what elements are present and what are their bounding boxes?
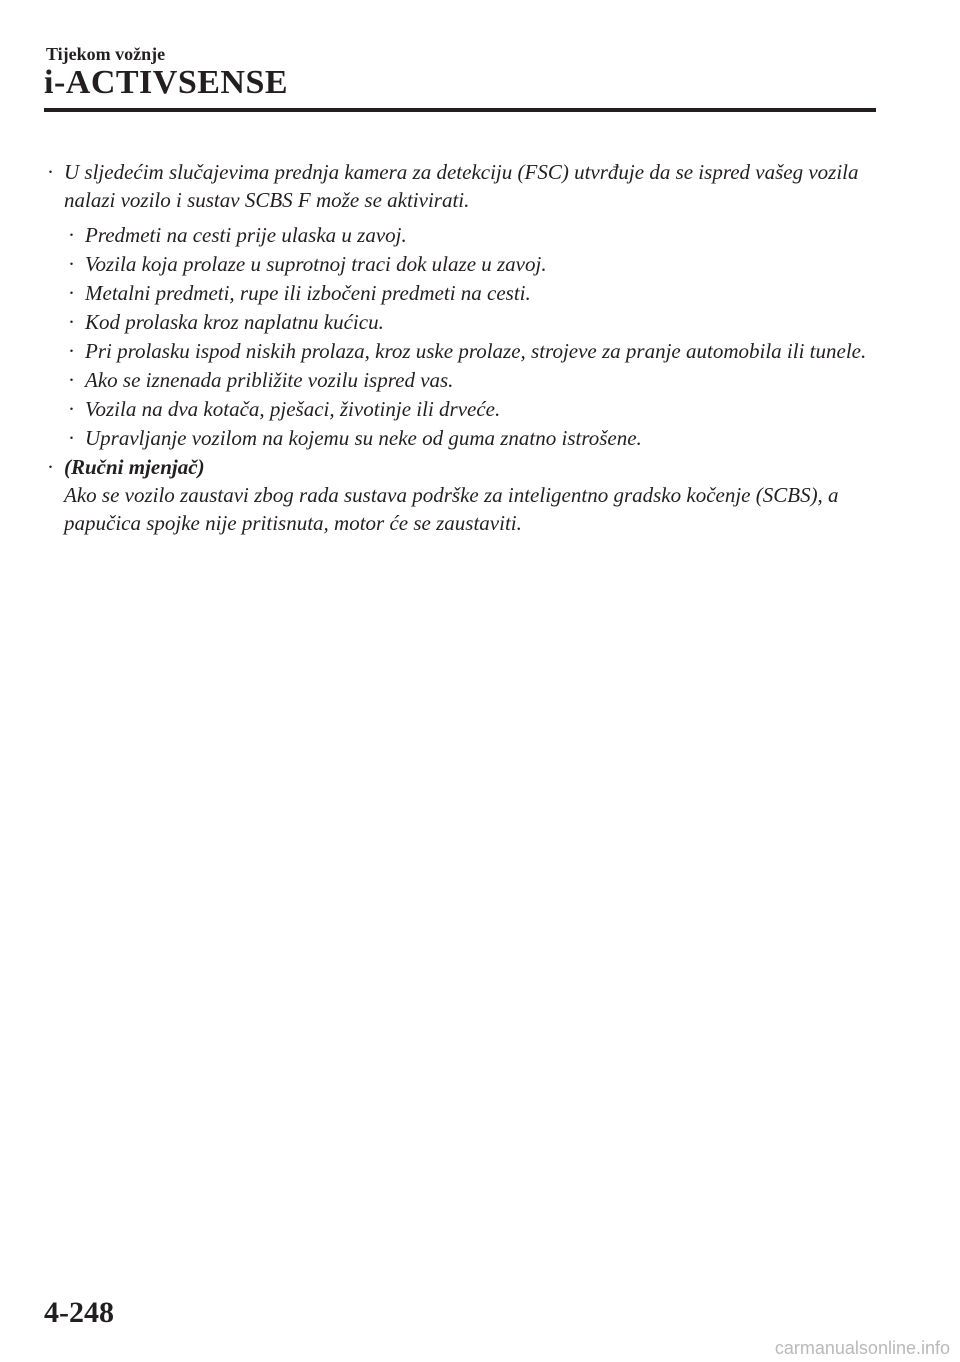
manual-text: Ako se vozilo zaustavi zbog rada sustava podrške za inteligentno gradsko kočenje (SCBS), a papučica spojke nije pritisnuta, motor će se zaustaviti. xyxy=(64,483,839,535)
bullet-icon: · xyxy=(47,160,54,184)
bullet-icon: · xyxy=(68,426,75,450)
sub-item-text: Kod prolaska kroz naplatnu kućicu. xyxy=(85,310,384,334)
sub-item-text: Metalni predmeti, rupe ili izbočeni predmeti na cesti. xyxy=(85,281,531,305)
manual-heading: (Ručni mjenjač) xyxy=(64,455,205,479)
sub-item-text: Pri prolasku ispod niskih prolaza, kroz uske prolaze, strojeve za pranje automobila ili tunele. xyxy=(85,339,867,363)
page-number: 4-248 xyxy=(44,1296,114,1329)
bullet-icon: · xyxy=(68,281,75,305)
list-item-intro xyxy=(44,158,884,214)
sub-item-text: Vozila na dva kotača, pješaci, životinje ili drveće. xyxy=(85,397,501,421)
bullet-icon: · xyxy=(68,368,75,392)
header-divider xyxy=(44,108,876,112)
bullet-icon: · xyxy=(68,310,75,334)
bullet-icon: · xyxy=(68,397,75,421)
section-label: Tijekom vožnje xyxy=(46,44,166,64)
sub-list-item xyxy=(65,250,884,278)
page-title: i-ACTIVSENSE xyxy=(44,64,289,101)
list-item-manual xyxy=(44,453,884,537)
sub-list-item xyxy=(65,395,884,423)
sub-list-item xyxy=(65,279,884,307)
bullet-icon: · xyxy=(68,339,75,363)
sub-list-item xyxy=(65,337,884,365)
bullet-icon: · xyxy=(47,455,54,479)
sub-item-text: Ako se iznenada približite vozilu ispred vas. xyxy=(85,368,454,392)
sub-list-item xyxy=(65,424,884,452)
sub-item-text: Upravljanje vozilom na kojemu su neke od guma znatno istrošene. xyxy=(85,426,642,450)
bullet-icon: · xyxy=(68,252,75,276)
watermark: carmanualsonline.info xyxy=(774,1338,950,1358)
content-body xyxy=(44,158,884,537)
sub-item-text: Vozila koja prolaze u suprotnoj traci dok ulaze u zavoj. xyxy=(85,252,547,276)
bullet-icon: · xyxy=(68,223,75,247)
sub-list xyxy=(65,221,884,452)
sub-item-text: Predmeti na cesti prije ulaska u zavoj. xyxy=(85,223,407,247)
sub-list-item xyxy=(65,366,884,394)
sub-list-item xyxy=(65,221,884,249)
intro-text: U sljedećim slučajevima prednja kamera za detekciju (FSC) utvrđuje da se ispred vašeg vozila nalazi vozilo i sustav SCBS F može se aktivirati. xyxy=(64,160,859,212)
sub-list-item xyxy=(65,308,884,336)
